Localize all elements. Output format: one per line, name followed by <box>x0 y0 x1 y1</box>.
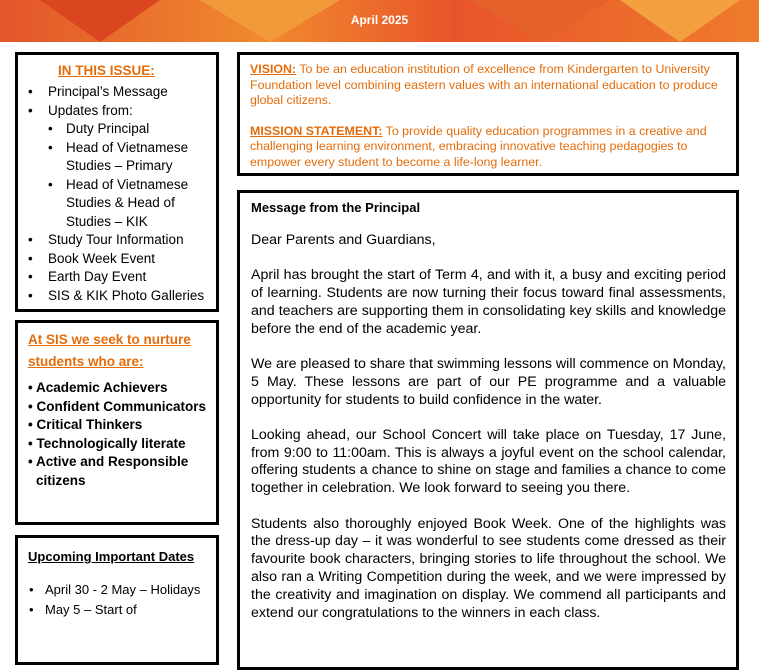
date-item: • April 30 - 2 May – Holidays <box>28 581 210 599</box>
issue-list-item: • Head of Vietnamese Studies – Primary <box>28 139 208 176</box>
issue-list-item: • Study Tour Information <box>28 231 208 250</box>
message-paragraph: April has brought the start of Term 4, and with it, a busy and exciting period of learning. Students are now turning their focus toward final assessments, and teachers are supporting them in consolidating key skills and knowledge before the end of the academic year. <box>251 267 726 337</box>
issue-list-item: • Duty Principal <box>28 120 208 139</box>
issue-list <box>28 83 208 305</box>
nurture-heading: At SIS we seek to nurture students who are: <box>28 332 191 369</box>
nurture-item: • Confident Communicators <box>28 398 206 414</box>
in-this-issue-heading: IN THIS ISSUE: <box>58 63 155 78</box>
issue-date: April 2025 <box>350 13 409 27</box>
nurture-item: • Active and Responsible citizens <box>28 454 189 488</box>
issue-list-item: • Head of Vietnamese Studies & Head of Studies – KIK <box>28 176 208 232</box>
vision-statement <box>250 62 726 109</box>
message-paragraph: Looking ahead, our School Concert will take place on Tuesday, 17 June, from 9:00 to 11:00am. This is always a joyful event on the school calendar, offering students a chance to shine on stage and families a chance to come together in celebration. We look forward to seeing you there. <box>251 426 726 497</box>
issue-list-item: • SIS & KIK Photo Galleries <box>28 287 208 306</box>
header-banner <box>0 0 759 42</box>
vision-label: VISION: <box>250 62 297 76</box>
mission-label: MISSION STATEMENT: <box>250 123 383 138</box>
message-paragraph: Dear Parents and Guardians, <box>251 232 436 248</box>
in-this-issue-box <box>15 52 219 312</box>
nurture-item: • Critical Thinkers <box>28 417 143 433</box>
vision-text: To be an education institution of excellence from Kindergarten to University Foundation level combining eastern values with an international education to produce global citizens. <box>250 62 718 107</box>
message-paragraph: We are pleased to share that swimming lessons will commence on Monday, 5 May. These lessons are part of our PE programme and a valuable opportunity for students to build confidence in the water. <box>251 355 726 408</box>
nurture-item: • Technologically literate <box>28 435 186 451</box>
important-dates-box <box>15 535 219 665</box>
message-paragraph: Students also thoroughly enjoyed Book Week. One of the highlights was the dress-up day – it was wonderful to see students come dressed as their favourite book characters, bringing stories to life throughout the school. We also ran a Writing Competition during the week, and we were impressed by the creativity and imagination on display. We commend all participants and extend our congratulations to the winners in each class. <box>251 515 726 621</box>
issue-list-item: • Principal’s Message <box>28 83 208 102</box>
principal-message-box <box>237 190 739 670</box>
nurture-box <box>15 320 219 525</box>
principal-message-title: Message from the Principal <box>251 200 421 215</box>
issue-list-item: • Book Week Event <box>28 250 208 269</box>
date-item: • May 5 – Start of <box>28 601 210 619</box>
vision-mission-box <box>237 52 739 176</box>
mission-text: To provide quality education programmes in a creative and challenging learning environment, embracing innovative teaching pedagogies to empower every student to become a life-long learner. <box>250 123 707 169</box>
issue-list-item: • Updates from: <box>28 102 208 121</box>
nurture-item: • Academic Achievers <box>28 380 168 395</box>
issue-list-item: • Earth Day Event <box>28 268 208 287</box>
important-dates-heading: Upcoming Important Dates <box>28 549 195 564</box>
mission-statement <box>250 124 726 171</box>
